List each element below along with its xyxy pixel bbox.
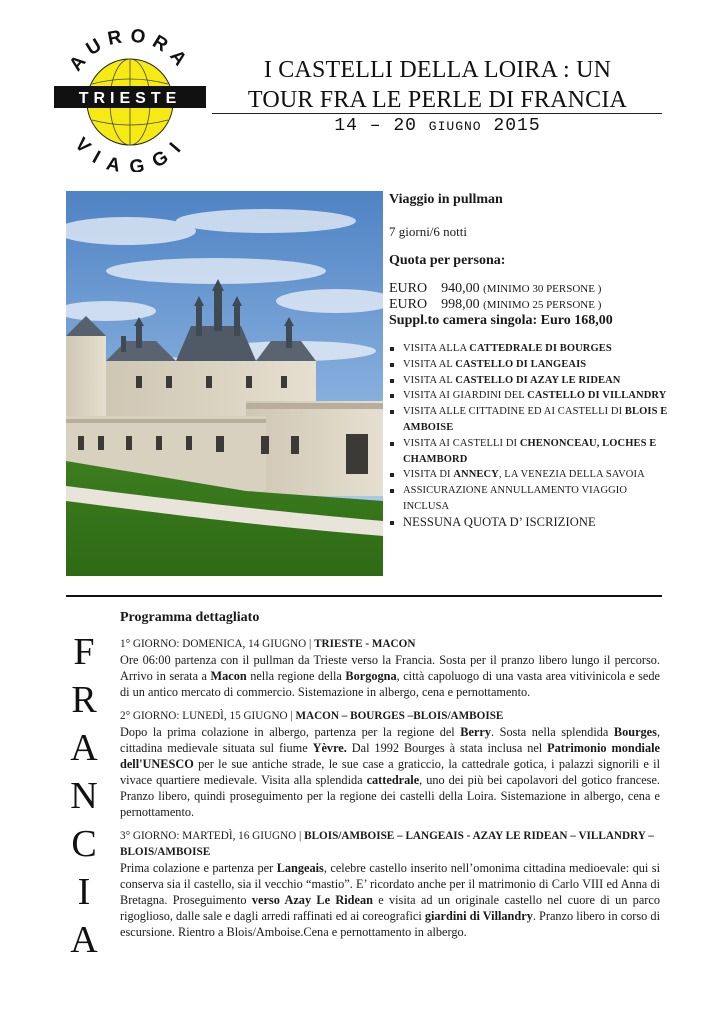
day-text: , cittadina medievale situata sul fiume	[120, 725, 661, 755]
visit-text: VISITA AL	[403, 374, 456, 386]
visit-highlight: CASTELLO DI AZAY LE RIDEAN	[455, 374, 621, 386]
side-word-letter: C	[71, 823, 97, 865]
day-heading-route: BLOIS/AMBOISE – LANGEAIS - AZAY LE RIDEAN – VILLANDRY – BLOIS/AMBOISE	[120, 830, 654, 858]
side-word-letter: R	[71, 679, 97, 721]
day-heading	[120, 828, 660, 860]
visit-highlight: CHENONCEAU, LOCHES E CHAMBORD	[403, 437, 657, 465]
day-text: Prima colazione e partenza per	[120, 861, 277, 875]
dates-month: GIUGNO	[428, 119, 482, 134]
day-text: , città capoluogo di una vasta area vitivinicola e sede di un antico mercato di commercio. Sistemazione in albergo, cena e pernottamento.	[120, 669, 660, 699]
day-description	[120, 652, 660, 700]
dates-range: 14 – 20	[334, 116, 417, 136]
visit-highlight: CASTELLO DI VILLANDRY	[527, 390, 667, 402]
visit-highlight: CATTEDRALE DI BOURGES	[469, 343, 612, 354]
visit-item	[389, 467, 669, 483]
castle-illustration	[66, 191, 383, 576]
day-highlight: Bourges	[613, 725, 657, 739]
day-highlight: Borgogna	[345, 669, 397, 683]
visit-item	[389, 341, 669, 357]
day-highlight: Berry	[460, 725, 491, 739]
price-note: (MINIMO 25 PERSONE )	[483, 299, 602, 311]
day-text: per le sue antiche strade, le sue case a graticcio, la cattedrale gotica, i palazzi signorili e il vivace quartiere medievale. Visita alla splendida	[120, 757, 660, 787]
day-text: Dopo la prima colazione in albergo, partenza per la regione del	[120, 725, 461, 739]
visit-text: VISITA DI	[403, 469, 454, 481]
day-description	[120, 724, 660, 820]
price-row	[389, 281, 669, 297]
visit-item	[389, 483, 669, 515]
day-text: nella regione della	[246, 669, 346, 683]
title-line-1: I CASTELLI DELLA LOIRA : UN	[263, 57, 612, 83]
day-highlight: Yèvre.	[312, 741, 347, 755]
day-text: Ore 06:00 partenza con il pullman da Trieste verso la Francia. Sosta per il pranzo libero lungo il percorso. Arrivo in serata a	[120, 653, 660, 683]
side-word-letter: I	[77, 871, 91, 913]
side-word-francia	[66, 628, 102, 964]
side-word-letter: N	[70, 775, 98, 817]
visit-text: , LA VENEZIA DELLA SAVOIA	[498, 469, 645, 481]
logo-band-text: TRIESTE	[78, 90, 182, 107]
day-highlight: verso Azay Le Ridean	[251, 893, 373, 907]
day-heading-route: MACON – BOURGES –BLOIS/AMBOISE	[295, 710, 504, 722]
visit-highlight: ANNECY	[453, 469, 499, 481]
visit-item	[389, 436, 669, 468]
day-text: . Pranzo libero in corso di escursione. Rientro a Blois/Amboise.Cena e pernottamento in albergo.	[120, 909, 660, 939]
day-text: Dal 1992 Bourges à stata inclusa nel	[346, 741, 548, 755]
visit-text: VISITA AI CASTELLI DI	[403, 437, 520, 449]
visit-item-no-fee: NESSUNA QUOTA D’ ISCRIZIONE	[389, 515, 669, 531]
duration-label: 7 giorni/6 notti	[389, 224, 467, 239]
day-text: e visita ad un originale castello nel cuore di un parco rigoglioso, dalle sale e dagli arredi raffinati ed ai coreografici	[120, 893, 660, 923]
side-word-letter: A	[70, 727, 98, 769]
visit-text: ASSICURAZIONE ANNULLAMENTO VIAGGIO INCLUSA	[403, 485, 628, 512]
visit-item	[389, 357, 669, 373]
price-list	[389, 281, 669, 313]
logo-graphic	[50, 22, 210, 172]
title-line-2: TOUR FRA LE PERLE DI FRANCIA	[247, 87, 628, 113]
day-highlight: Patrimonio mondiale dell'UNESCO	[120, 741, 660, 771]
day-highlight: Langeais	[276, 861, 324, 875]
trip-info	[389, 192, 669, 531]
visit-highlight: CASTELLO DI LANGEAIS	[455, 358, 587, 370]
day-highlight: giardini di Villandry	[424, 909, 533, 923]
price-currency: EURO	[389, 297, 428, 312]
title-divider	[212, 113, 662, 114]
programme-section	[120, 610, 660, 948]
day-description	[120, 860, 660, 940]
visit-text: VISITA ALLA	[403, 343, 470, 354]
day-heading-date: 3° GIORNO: MARTEDÌ, 16 GIUGNO |	[120, 830, 305, 842]
day-text: , uno dei più bei capolavori del gotico francese. Pranzo libero, quindi proseguimento per la regione dei castelli della Loira. Sistemazione in albergo, cena e pernottamento.	[120, 773, 660, 819]
visit-item	[389, 404, 669, 436]
page-title	[215, 55, 660, 115]
visit-text: VISITA AI GIARDINI DEL	[403, 390, 528, 402]
day-heading-date: 2° GIORNO: LUNEDÌ, 15 GIUGNO |	[120, 710, 296, 722]
programme-days	[120, 636, 660, 940]
day-heading-date: 1° GIORNO: DOMENICA, 14 GIUGNO |	[120, 638, 315, 650]
price-note: (MINIMO 30 PERSONE )	[483, 283, 602, 295]
price-row	[389, 297, 669, 313]
day-highlight: Macon	[210, 669, 247, 683]
day-highlight: cattedrale	[366, 773, 420, 787]
day-heading	[120, 636, 660, 652]
programme-title: Programma dettagliato	[120, 610, 260, 625]
single-supplement: Suppl.to camera singola: Euro 168,00	[389, 313, 613, 328]
visit-text: VISITA ALLE CITTADINE ED AI CASTELLI DI	[403, 406, 625, 418]
section-divider	[66, 595, 662, 597]
visit-highlight: BLOIS E AMBOISE	[403, 406, 668, 433]
side-word-letter: F	[73, 631, 95, 673]
logo-arc-bottom: VIAGGI	[70, 133, 190, 172]
aurora-viaggi-logo	[50, 22, 210, 172]
visit-item	[389, 373, 669, 389]
visit-item	[389, 388, 669, 404]
side-word-letter: A	[70, 919, 98, 961]
castle-photo	[66, 191, 383, 576]
transport-label: Viaggio in pullman	[389, 192, 503, 207]
day-heading-route: TRIESTE - MACON	[314, 638, 416, 650]
day-heading	[120, 708, 660, 724]
visit-text: VISITA AL	[403, 358, 456, 370]
day-text: . Sosta nella splendida	[491, 725, 614, 739]
price-amount: 940,00	[441, 281, 480, 296]
dates-year: 2015	[493, 116, 541, 136]
quota-label: Quota per persona:	[389, 253, 506, 268]
price-amount: 998,00	[441, 297, 480, 312]
visit-list	[389, 341, 669, 531]
logo-arc-top: AURORA	[65, 25, 195, 76]
day-text: , celebre castello inserito nell’omonima cittadina medioevale: qui si conserva sia il castello, sia il vecchio “mastio”. E’ ricordato anche per il matrimonio di Carlo VIII ed Anna di Bretagna. Proseguimento	[120, 861, 661, 907]
trip-dates	[215, 116, 660, 136]
price-currency: EURO	[389, 281, 428, 296]
